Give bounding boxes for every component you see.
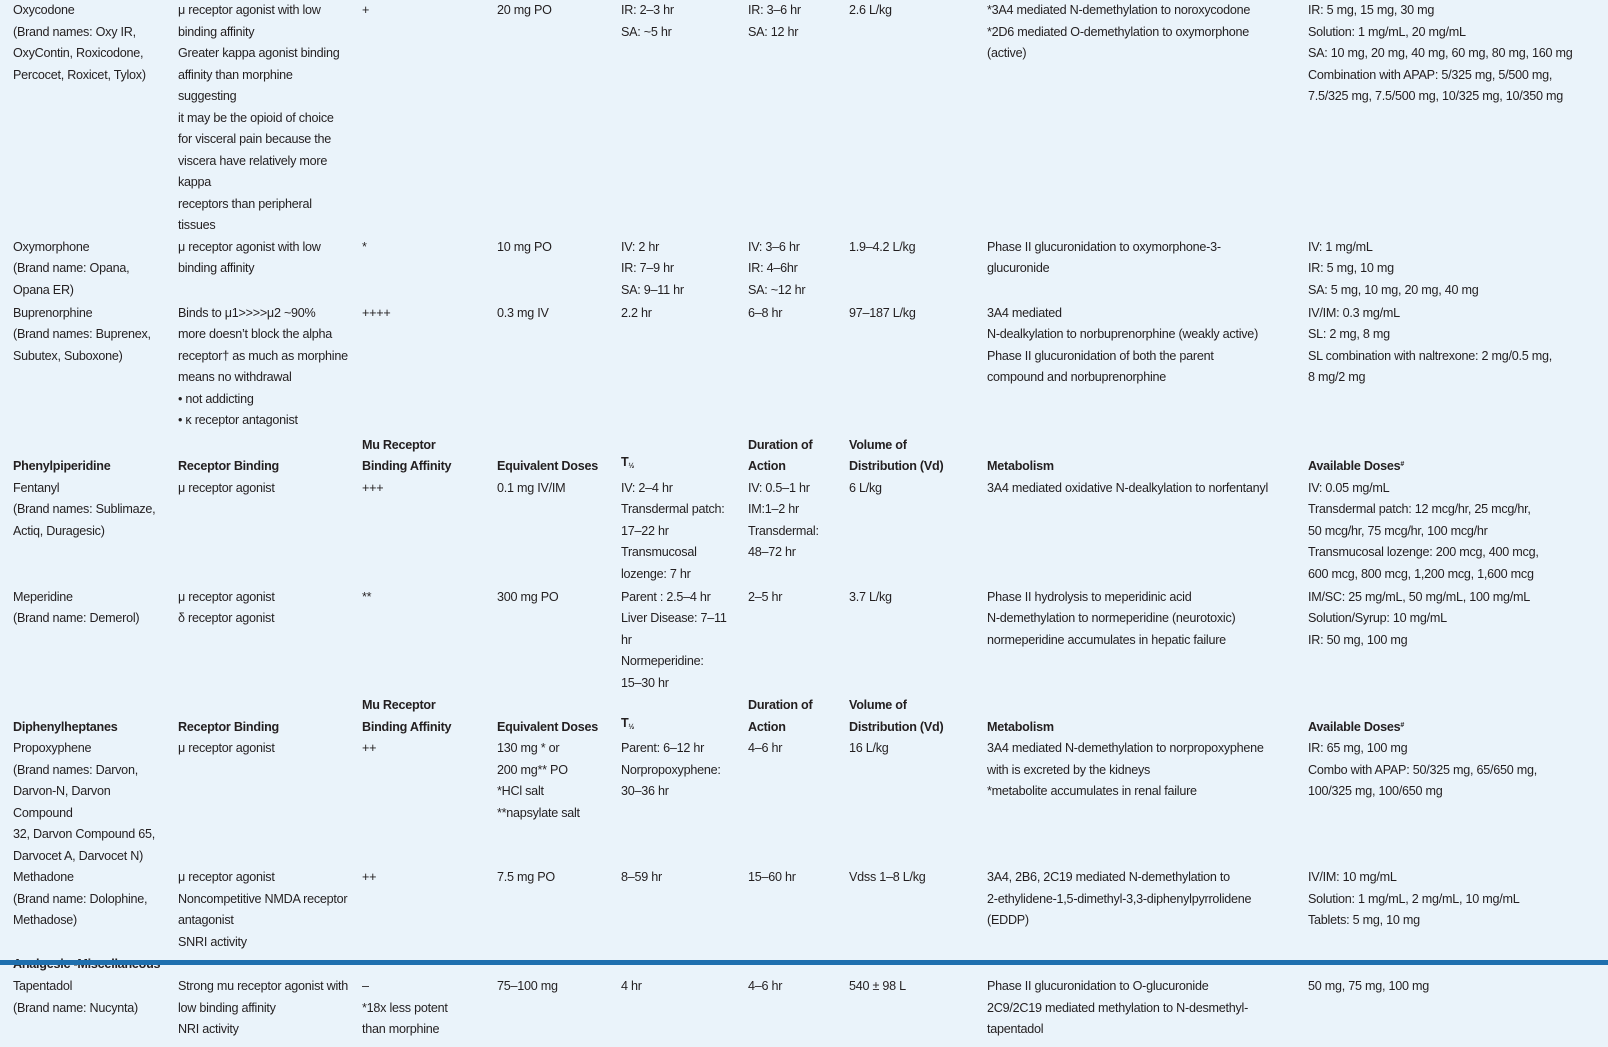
- metabolism-cell: [978, 237, 1299, 303]
- volume-distribution-cell: [840, 867, 978, 954]
- cell-text: IV/IM: 10 mg/mL Solution: 1 mg/mL, 2 mg/mL, 10 mg/mL Tablets: 5 mg, 10 mg: [1308, 870, 1520, 927]
- metabolism-cell: [978, 478, 1299, 587]
- cell-text: Parent: 6–12 hr Norpropoxyphene: 30–36 hr: [621, 741, 721, 798]
- cell-text: Phase II glucuronidation to oxymorphone-3- glucuronide: [987, 239, 1221, 275]
- equivalent-dose-cell: [488, 0, 612, 237]
- duration-cell: [739, 0, 840, 237]
- binding-affinity-cell: [353, 303, 488, 434]
- binding-affinity-cell: [353, 478, 488, 587]
- half-life-subscript: ½: [628, 723, 635, 731]
- table-row: [4, 0, 1600, 237]
- cell-text: Available Doses: [1308, 459, 1401, 473]
- cell-text: 0.1 mg IV/IM: [497, 480, 566, 495]
- cell-text: T: [621, 715, 629, 730]
- cell-text: 3.7 L/kg: [849, 589, 892, 604]
- cell-text: 16 L/kg: [849, 741, 889, 755]
- cell-text: μ receptor agonist: [178, 480, 275, 495]
- cell-text: IR: 5 mg, 15 mg, 30 mg Solution: 1 mg/mL, 20 mg/mL SA: 10 mg, 20 mg, 40 mg, 60 mg, 80 mg, 160 mg Combination with APAP: 5/325 mg, 5/500 mg, 7.5/325 mg, 7.5/500 mg, 10/325 mg, 10/350 mg: [1308, 3, 1573, 103]
- cell-text: Vdss 1–8 L/kg: [849, 870, 926, 884]
- cell-text: Binds to μ1>>>>μ2 ~90% more doesn’t block the alpha receptor† as much as morphine means no withdrawal • not addicting • κ receptor antagonist: [178, 305, 348, 427]
- cell-text: Diphenylheptanes: [13, 719, 118, 734]
- equivalent-dose-cell: [488, 867, 612, 954]
- section-heading: [4, 694, 169, 738]
- receptor-binding-cell: [169, 976, 353, 1047]
- cell-text: Available Doses: [1308, 719, 1401, 734]
- cell-text: Meperidine (Brand name: Demerol): [13, 589, 140, 625]
- column-header-available-doses: [1299, 694, 1600, 738]
- binding-affinity-cell: [353, 867, 488, 954]
- duration-cell: [739, 303, 840, 434]
- cell-text: IR: 65 mg, 100 mg Combo with APAP: 50/325 mg, 65/650 mg, 100/325 mg, 100/650 mg: [1308, 741, 1537, 798]
- column-header-half-life: [612, 694, 739, 738]
- cell-text: Equivalent Doses: [497, 719, 598, 734]
- metabolism-cell: [978, 738, 1299, 867]
- cell-text: IR: 3–6 hr SA: 12 hr: [748, 3, 801, 39]
- cell-text: Receptor Binding: [178, 459, 279, 473]
- cell-text: 6 L/kg: [849, 480, 882, 495]
- drug-name-cell: [4, 738, 169, 867]
- cell-text: 0.3 mg IV: [497, 305, 549, 320]
- table-row: [4, 478, 1600, 587]
- column-header-volume-distribution: [840, 694, 978, 738]
- cell-text: Metabolism: [987, 719, 1054, 734]
- cell-text: μ receptor agonist with low binding affinity: [178, 239, 321, 275]
- cell-text: 4–6 hr: [748, 979, 783, 993]
- half-life-cell: [612, 237, 739, 303]
- drug-name-cell: [4, 478, 169, 587]
- drug-name-cell: [4, 237, 169, 303]
- cell-text: Mu Receptor Binding Affinity: [362, 698, 452, 734]
- cell-text: IV: 1 mg/mL IR: 5 mg, 10 mg SA: 5 mg, 10 mg, 20 mg, 40 mg: [1308, 239, 1479, 297]
- table-row: [4, 976, 1600, 1047]
- duration-cell: [739, 237, 840, 303]
- duration-cell: [739, 976, 840, 1047]
- half-life-cell: [612, 976, 739, 1047]
- cell-text: 3A4 mediated oxidative N-dealkylation to norfentanyl: [987, 480, 1269, 495]
- duration-cell: [739, 867, 840, 954]
- drug-name-cell: [4, 867, 169, 954]
- cell-text: Phase II glucuronidation to O-glucuronide 2C9/2C19 mediated methylation to N-desmethyl- tapentadol: [987, 979, 1249, 1036]
- binding-affinity-cell: [353, 237, 488, 303]
- cell-text: 4 hr: [621, 979, 642, 993]
- table-row: [4, 303, 1600, 434]
- metabolism-cell: [978, 867, 1299, 954]
- column-header-equivalent-doses: [488, 694, 612, 738]
- cell-text: +++: [362, 480, 384, 495]
- cell-text: 20 mg PO: [497, 3, 552, 17]
- cell-text: IV: 2–4 hr Transdermal patch: 17–22 hr Transmucosal lozenge: 7 hr: [621, 480, 725, 581]
- half-life-cell: [612, 478, 739, 587]
- cell-text: Volume of Distribution (Vd): [849, 698, 944, 734]
- receptor-binding-cell: [169, 867, 353, 954]
- receptor-binding-cell: [169, 237, 353, 303]
- duration-cell: [739, 587, 840, 695]
- table-row: [4, 237, 1600, 303]
- receptor-binding-cell: [169, 478, 353, 587]
- cell-text: 4–6 hr: [748, 741, 783, 755]
- column-header-receptor-binding: [169, 694, 353, 738]
- table-header-row: [4, 434, 1600, 478]
- half-life-cell: [612, 303, 739, 434]
- section-heading: [4, 434, 169, 478]
- receptor-binding-cell: [169, 0, 353, 237]
- cell-text: T: [621, 455, 629, 469]
- available-doses-cell: [1299, 0, 1600, 237]
- receptor-binding-cell: [169, 303, 353, 434]
- cell-text: 300 mg PO: [497, 589, 559, 604]
- available-doses-cell: [1299, 976, 1600, 1047]
- volume-distribution-cell: [840, 976, 978, 1047]
- cell-text: **: [362, 589, 372, 604]
- cell-text: IM/SC: 25 mg/mL, 50 mg/mL, 100 mg/mL Solution/Syrup: 10 mg/mL IR: 50 mg, 100 mg: [1308, 589, 1530, 647]
- cell-text: ++++: [362, 305, 391, 320]
- cell-text: 3A4, 2B6, 2C19 mediated N-demethylation to 2-ethylidene-1,5-dimethyl-3,3-diphenylpyrrolidene (EDDP): [987, 870, 1252, 927]
- metabolism-cell: [978, 303, 1299, 434]
- cell-text: IV: 0.5–1 hr IM:1–2 hr Transdermal: 48–72 hr: [748, 480, 819, 559]
- cell-text: 97–187 L/kg: [849, 305, 916, 320]
- cell-text: Duration of Action: [748, 437, 813, 473]
- drug-name-cell: [4, 976, 169, 1047]
- column-header-binding-affinity: [353, 694, 488, 738]
- cell-text: Buprenorphine (Brand names: Buprenex, Subutex, Suboxone): [13, 305, 151, 363]
- cell-text: IR: 2–3 hr SA: ~5 hr: [621, 3, 674, 39]
- metabolism-cell: [978, 587, 1299, 695]
- half-life-subscript: ½: [628, 463, 635, 470]
- equivalent-dose-cell: [488, 976, 612, 1047]
- cell-text: 50 mg, 75 mg, 100 mg: [1308, 979, 1430, 993]
- cell-text: +: [362, 3, 370, 17]
- cell-text: μ receptor agonist with low binding affinity Greater kappa agonist binding affinity than morphine suggesting it may be the opioid of choice for visceral pain because the viscera have relatively more kappa receptors than peripheral tissues: [178, 3, 340, 232]
- cell-text: – *18x less potent than morphine: [362, 979, 448, 1036]
- drug-name-cell: [4, 303, 169, 434]
- section-heading: [4, 954, 1600, 976]
- binding-affinity-cell: [353, 587, 488, 695]
- cell-text: Oxymorphone (Brand name: Opana, Opana ER): [13, 239, 130, 297]
- available-doses-cell: [1299, 587, 1600, 695]
- available-doses-cell: [1299, 867, 1600, 954]
- equivalent-dose-cell: [488, 303, 612, 434]
- cell-text: *: [362, 239, 367, 254]
- drug-name-cell: [4, 0, 169, 237]
- column-header-binding-affinity: [353, 434, 488, 478]
- cell-text: μ receptor agonist: [178, 741, 275, 755]
- column-header-metabolism: [978, 694, 1299, 738]
- cell-text: Parent : 2.5–4 hr Liver Disease: 7–11 hr Normeperidine: 15–30 hr: [621, 589, 727, 690]
- equivalent-dose-cell: [488, 738, 612, 867]
- half-life-cell: [612, 738, 739, 867]
- available-doses-cell: [1299, 738, 1600, 867]
- cell-text: Phenylpiperidine: [13, 459, 111, 473]
- table-row: [4, 867, 1600, 954]
- column-header-available-doses: [1299, 434, 1600, 478]
- table-body: [4, 0, 1600, 1047]
- cell-text: Fentanyl (Brand names: Sublimaze, Actiq, Duragesic): [13, 480, 156, 538]
- available-doses-cell: [1299, 303, 1600, 434]
- receptor-binding-cell: [169, 587, 353, 695]
- volume-distribution-cell: [840, 738, 978, 867]
- table-header-row: [4, 694, 1600, 738]
- cell-text: IV/IM: 0.3 mg/mL SL: 2 mg, 8 mg SL combination with naltrexone: 2 mg/0.5 mg, 8 mg/2 mg: [1308, 305, 1553, 384]
- opioid-pharmacology-table: [4, 0, 1600, 1047]
- cell-text: Equivalent Doses: [497, 459, 598, 473]
- cell-text: Tapentadol (Brand name: Nucynta): [13, 979, 138, 1015]
- cell-text: 3A4 mediated N-dealkylation to norbuprenorphine (weakly active) Phase II glucuronidation of both the parent compound and norbuprenorphine: [987, 305, 1259, 384]
- receptor-binding-cell: [169, 738, 353, 867]
- cell-text: 7.5 mg PO: [497, 870, 555, 884]
- volume-distribution-cell: [840, 587, 978, 695]
- cell-text: 3A4 mediated N-demethylation to norpropoxyphene with is excreted by the kidneys *metabolite accumulates in renal failure: [987, 741, 1264, 798]
- cell-text: μ receptor agonist δ receptor agonist: [178, 589, 275, 625]
- cell-text: 10 mg PO: [497, 239, 552, 254]
- binding-affinity-cell: [353, 976, 488, 1047]
- cell-text: 2.2 hr: [621, 305, 652, 320]
- cell-text: IV: 0.05 mg/mL Transdermal patch: 12 mcg/hr, 25 mcg/hr, 50 mcg/hr, 75 mcg/hr, 100 mcg/hr Transmucosal lozenge: 200 mcg, 400 mcg, 600 mcg, 800 mcg, 1,200 mcg, 1,600 mcg: [1308, 480, 1539, 581]
- cell-text: 6–8 hr: [748, 305, 783, 320]
- cell-text: IV: 2 hr IR: 7–9 hr SA: 9–11 hr: [621, 239, 684, 297]
- volume-distribution-cell: [840, 303, 978, 434]
- column-header-duration: [739, 694, 840, 738]
- table-row: [4, 738, 1600, 867]
- cell-text: ++: [362, 870, 377, 884]
- cell-text: Receptor Binding: [178, 719, 279, 734]
- column-header-duration: [739, 434, 840, 478]
- half-life-cell: [612, 587, 739, 695]
- metabolism-cell: [978, 976, 1299, 1047]
- cell-text: 540 ± 98 L: [849, 979, 906, 993]
- column-header-equivalent-doses: [488, 434, 612, 478]
- cell-text: Oxycodone (Brand names: Oxy IR, OxyContin, Roxicodone, Percocet, Roxicet, Tylox): [13, 3, 146, 82]
- cell-text: ++: [362, 741, 377, 755]
- bottom-rule: [0, 960, 1608, 965]
- cell-text: Mu Receptor Binding Affinity: [362, 437, 452, 473]
- cell-text: Strong mu receptor agonist with low binding affinity NRI activity: [178, 979, 349, 1036]
- cell-text: 2–5 hr: [748, 589, 783, 604]
- column-header-metabolism: [978, 434, 1299, 478]
- metabolism-cell: [978, 0, 1299, 237]
- available-doses-cell: [1299, 237, 1600, 303]
- cell-text: 1.9–4.2 L/kg: [849, 239, 916, 254]
- available-doses-cell: [1299, 478, 1600, 587]
- binding-affinity-cell: [353, 0, 488, 237]
- equivalent-dose-cell: [488, 478, 612, 587]
- cell-text: Propoxyphene (Brand names: Darvon, Darvon-N, Darvon Compound 32, Darvon Compound 65, Darvocet A, Darvocet N): [13, 741, 155, 863]
- cell-text: 75–100 mg: [497, 979, 558, 993]
- volume-distribution-cell: [840, 0, 978, 237]
- section-label-row: [4, 954, 1600, 976]
- table-row: [4, 587, 1600, 695]
- equivalent-dose-cell: [488, 237, 612, 303]
- cell-text: Methadone (Brand name: Dolophine, Methadose): [13, 870, 148, 927]
- cell-text: 130 mg * or 200 mg** PO *HCl salt **napsylate salt: [497, 741, 580, 820]
- column-header-half-life: [612, 434, 739, 478]
- cell-text: 15–60 hr: [748, 870, 796, 884]
- drug-name-cell: [4, 587, 169, 695]
- half-life-cell: [612, 867, 739, 954]
- cell-text: Volume of Distribution (Vd): [849, 437, 944, 473]
- cell-text: μ receptor agonist Noncompetitive NMDA receptor antagonist SNRI activity: [178, 870, 348, 949]
- cell-text: Duration of Action: [748, 698, 813, 734]
- column-header-volume-distribution: [840, 434, 978, 478]
- volume-distribution-cell: [840, 237, 978, 303]
- cell-text: 2.6 L/kg: [849, 3, 892, 17]
- duration-cell: [739, 738, 840, 867]
- duration-cell: [739, 478, 840, 587]
- half-life-cell: [612, 0, 739, 237]
- footnote-marker: #: [1400, 461, 1405, 468]
- column-header-receptor-binding: [169, 434, 353, 478]
- cell-text: 8–59 hr: [621, 870, 662, 884]
- binding-affinity-cell: [353, 738, 488, 867]
- footnote-marker: #: [1400, 721, 1405, 729]
- volume-distribution-cell: [840, 478, 978, 587]
- cell-text: IV: 3–6 hr IR: 4–6hr SA: ~12 hr: [748, 239, 806, 297]
- cell-text: Metabolism: [987, 459, 1054, 473]
- cell-text: Phase II hydrolysis to meperidinic acid N-demethylation to normeperidine (neurotoxic) normeperidine accumulates in hepatic failure: [987, 589, 1236, 647]
- equivalent-dose-cell: [488, 587, 612, 695]
- cell-text: *3A4 mediated N-demethylation to noroxycodone *2D6 mediated O-demethylation to oxymorphone (active): [987, 3, 1251, 60]
